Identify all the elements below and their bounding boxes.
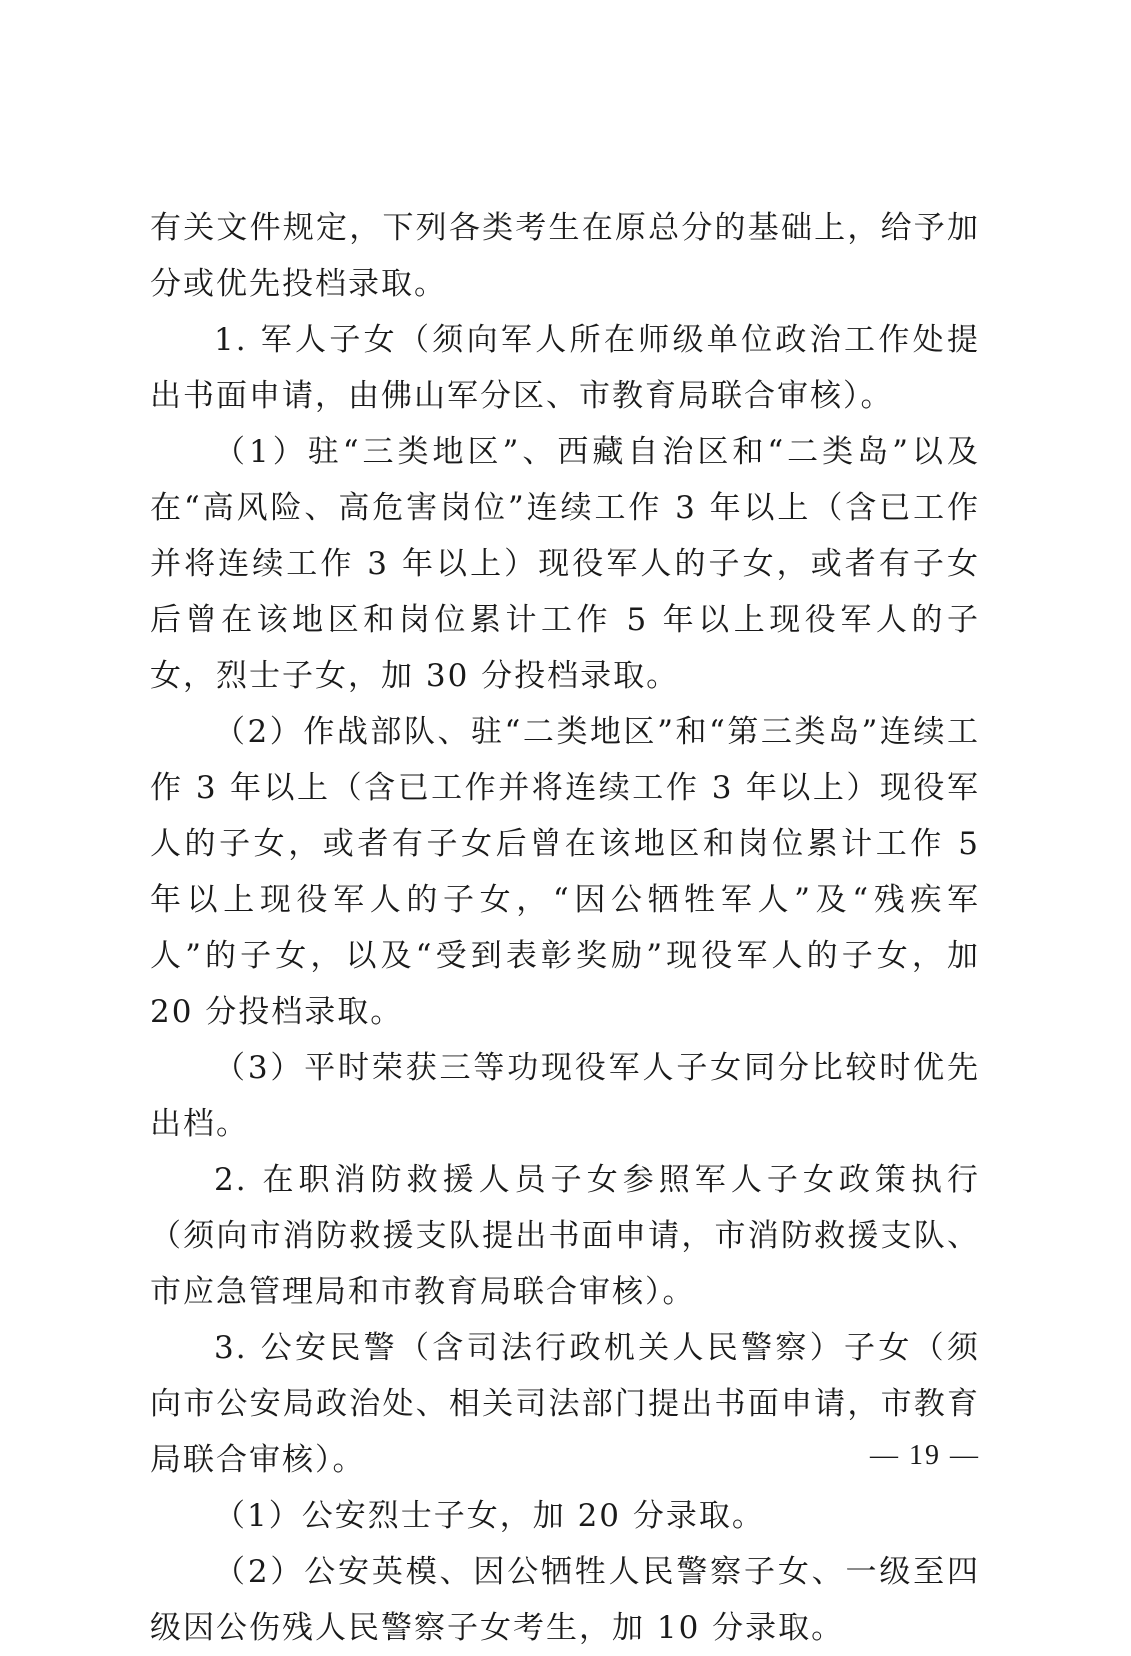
paragraph-military-item-3: （3）平时荣获三等功现役军人子女同分比较时优先出档。 <box>150 1050 980 1142</box>
document-body <box>150 200 980 1656</box>
page-number: — 19 — <box>870 1440 980 1471</box>
paragraph-military-children: 1. 军人子女（须向军人所在师级单位政治工作处提出书面申请，由佛山军分区、市教育局联合审核）。 <box>150 322 980 414</box>
paragraph-continuation: 有关文件规定，下列各类考生在原总分的基础上，给予加分或优先投档录取。 <box>150 210 980 302</box>
paragraph-police-children: 3. 公安民警（含司法行政机关人民警察）子女（须向市公安局政治处、相关司法部门提出书面申请，市教育局联合审核）。 <box>150 1330 980 1478</box>
paragraph-police-item-2: （2）公安英模、因公牺牲人民警察子女、一级至四级因公伤残人民警察子女考生，加 10 分录取。 <box>150 1554 980 1646</box>
paragraph-military-item-1: （1）驻“三类地区”、西藏自治区和“二类岛”以及在“高风险、高危害岗位”连续工作 3 年以上（含已工作并将连续工作 3 年以上）现役军人的子女，或者有子女后曾在该地区和岗位累计工作 5 年以上现役军人的子女，烈士子女，加 30 分投档录取。 <box>150 434 980 694</box>
paragraph-police-item-1: （1）公安烈士子女，加 20 分录取。 <box>214 1498 765 1534</box>
paragraph-fire-rescue-children: 2. 在职消防救援人员子女参照军人子女政策执行（须向市消防救援支队提出书面申请，市消防救援支队、市应急管理局和市教育局联合审核）。 <box>150 1162 980 1310</box>
paragraph-military-item-2: （2）作战部队、驻“二类地区”和“第三类岛”连续工作 3 年以上（含已工作并将连续工作 3 年以上）现役军人的子女，或者有子女后曾在该地区和岗位累计工作 5 年以上现役军人的子女，“因公牺牲军人”及“残疾军人”的子女，以及“受到表彰奖励”现役军人的子女，加 20 分投档录取。 <box>150 714 980 1030</box>
